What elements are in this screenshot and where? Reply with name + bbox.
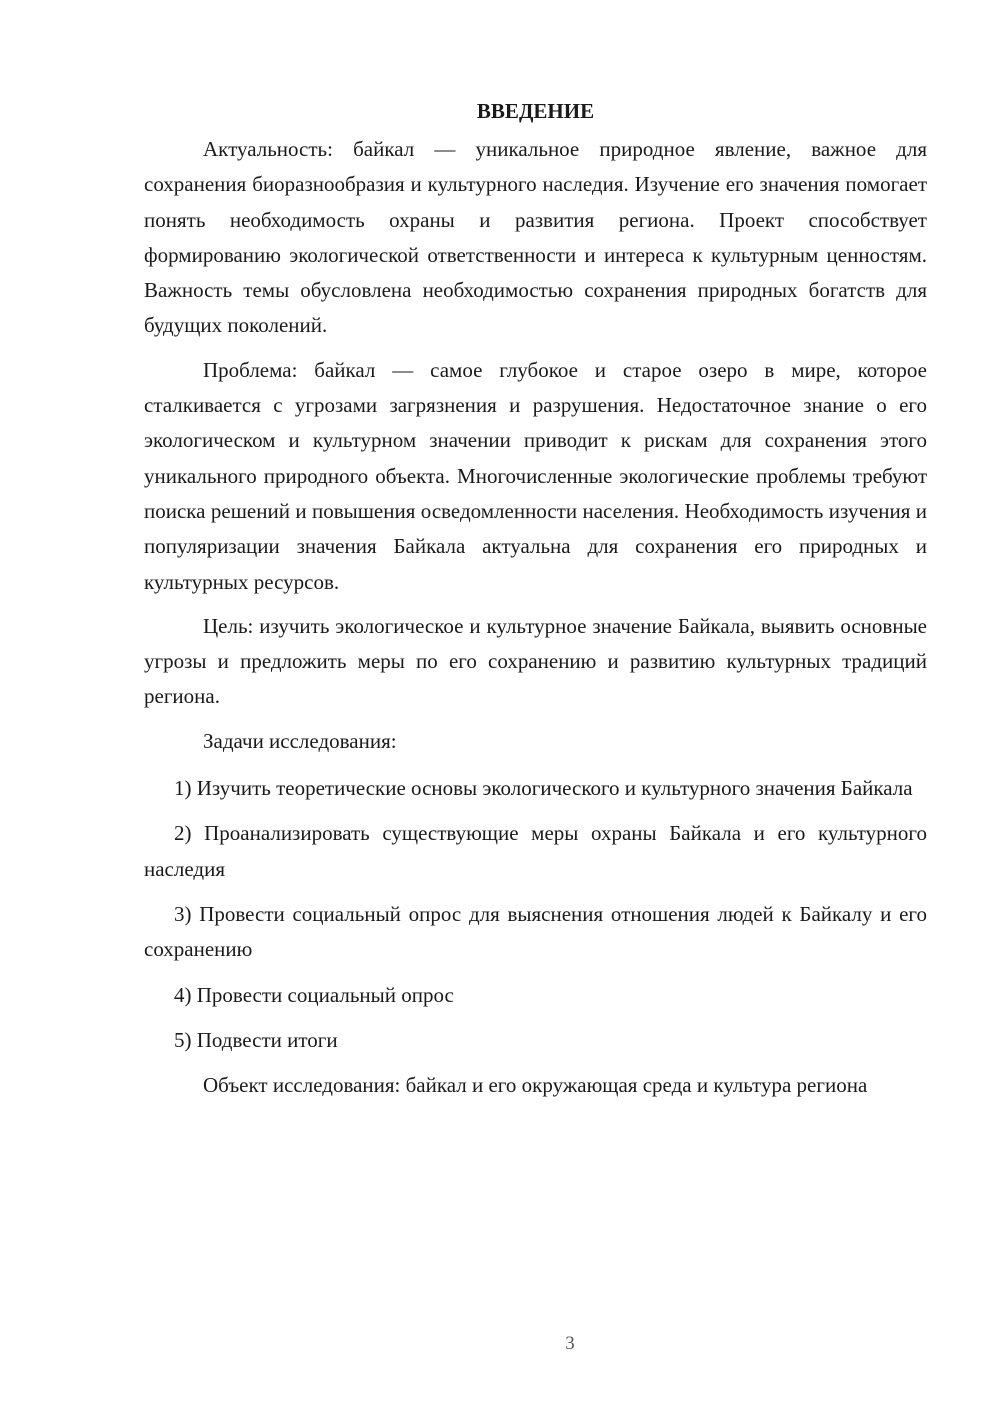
list-item: 3) Провести социальный опрос для выяснения отношения людей к Байкалу и его сохранению: [144, 901, 927, 962]
list-item: 4) Провести социальный опрос: [174, 982, 454, 1007]
page-number: 3: [565, 1333, 575, 1354]
goal-paragraph: Цель: изучить экологическое и культурное значение Байкала, выявить основные угрозы и предложить меры по его сохранению и развитию культурных традиций региона.: [144, 613, 927, 709]
tasks-heading: Задачи исследования:: [203, 728, 397, 753]
document-body: [144, 96, 927, 1112]
problem-paragraph: Проблема: байкал — самое глубокое и старое озеро в мире, которое сталкивается с угрозами загрязнения и разрушения. Недостаточное знание о его экологическом и культурном значении приводит к рискам для сохранения этого уникального природного объекта. Многочисленные экологические проблемы требуют поиска решений и повышения осведомленности населения. Необходимость изучения и популяризации значения Байкала актуальна для сохранения его природных и культурных ресурсов.: [144, 357, 927, 594]
tasks-list: [144, 771, 927, 1058]
page-title: ВВЕДЕНИЕ: [476, 99, 595, 123]
list-item: 1) Изучить теоретические основы экологического и культурного значения Байкала: [174, 776, 913, 801]
list-item: 5) Подвести итоги: [174, 1027, 338, 1052]
relevance-paragraph: Актуальность: байкал — уникальное природное явление, важное для сохранения биоразнообразия и культурного наследия. Изучение его значения помогает понять необходимость охраны и развития региона. Проект способствует формированию экологической ответственности и интереса к культурным ценностям. Важность темы обусловлена необходимостью сохранения природных богатств для будущих поколений.: [144, 137, 927, 338]
list-item: 2) Проанализировать существующие меры охраны Байкала и его культурного наследия: [144, 821, 927, 881]
object-paragraph: Объект исследования: байкал и его окружающая среда и культура региона: [203, 1073, 868, 1098]
